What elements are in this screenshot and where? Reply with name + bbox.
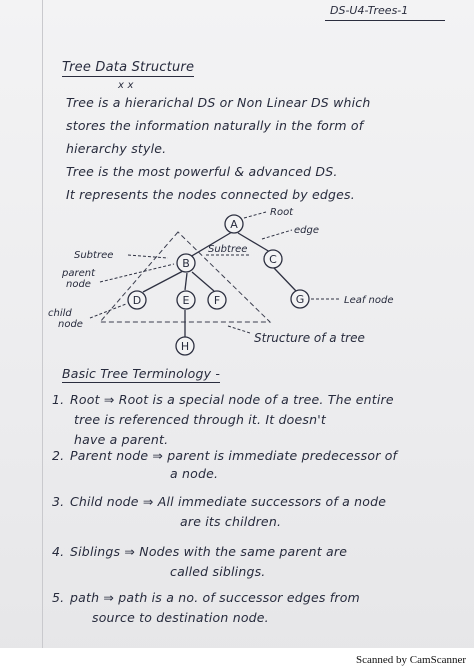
item-4-line-2: called siblings. [170,564,266,579]
item-3-number: 3. [52,494,65,509]
intro-line-4: Tree is the most powerful & advanced DS. [66,164,338,179]
node-d-label: D [132,294,142,307]
intro-line-5: It represents the nodes connected by edges. [66,187,355,202]
root-label: Root [270,207,294,218]
intro-line-3: hierarchy style. [66,141,167,156]
leaf-node-label: Leaf node [344,295,394,306]
node-c-label: C [269,253,277,266]
subtree-left-label: Subtree [74,250,114,261]
item-4-line-1: Siblings ⇒ Nodes with the same parent are [70,544,348,559]
item-5-number: 5. [52,590,65,605]
node-h-label: H [180,340,190,353]
item-4-number: 4. [52,544,65,559]
item-3-line-1: Child node ⇒ All immediate successors of a node [70,494,387,509]
item-1-line-3: have a parent. [74,432,169,447]
scanner-footer [0,648,474,670]
edge-label: edge [294,225,319,236]
scanner-watermark: Scanned by CamScanner [356,654,466,666]
parent-node-label: node [66,279,91,290]
item-2-line-2: a node. [170,466,219,481]
child-label: child [48,308,72,319]
item-1-line-2: tree is referenced through it. It doesn't [74,412,326,427]
node-f-label: F [213,294,221,307]
intro-line-1: Tree is a hierarichal DS or Non Linear DS which [66,95,371,110]
item-5-line-1: path ⇒ path is a no. of successor edges from [70,590,360,605]
node-a-label: A [230,218,238,231]
subtree-right-label: Subtree [208,244,248,255]
node-b-label: B [182,257,190,270]
parent-label: parent [62,268,95,279]
diagram-caption: Structure of a tree [254,331,365,345]
page-title: Tree Data Structure [62,60,195,75]
node-g-label: G [295,293,305,306]
item-2-number: 2. [52,448,65,463]
item-3-line-2: are its children. [180,514,282,529]
item-1-line-1: Root ⇒ Root is a special node of a tree. The entire [70,392,394,407]
page-header-tag: DS-U4-Trees-1 [330,4,409,17]
terminology-heading: Basic Tree Terminology - [62,366,221,381]
title-marks: x x [118,80,134,91]
child-node-label: node [58,319,83,330]
node-e-label: E [182,294,190,307]
item-2-line-1: Parent node ⇒ parent is immediate predecessor of [70,448,398,463]
intro-line-2: stores the information naturally in the form of [66,118,364,133]
item-1-number: 1. [52,392,65,407]
item-5-line-2: source to destination node. [92,610,269,625]
